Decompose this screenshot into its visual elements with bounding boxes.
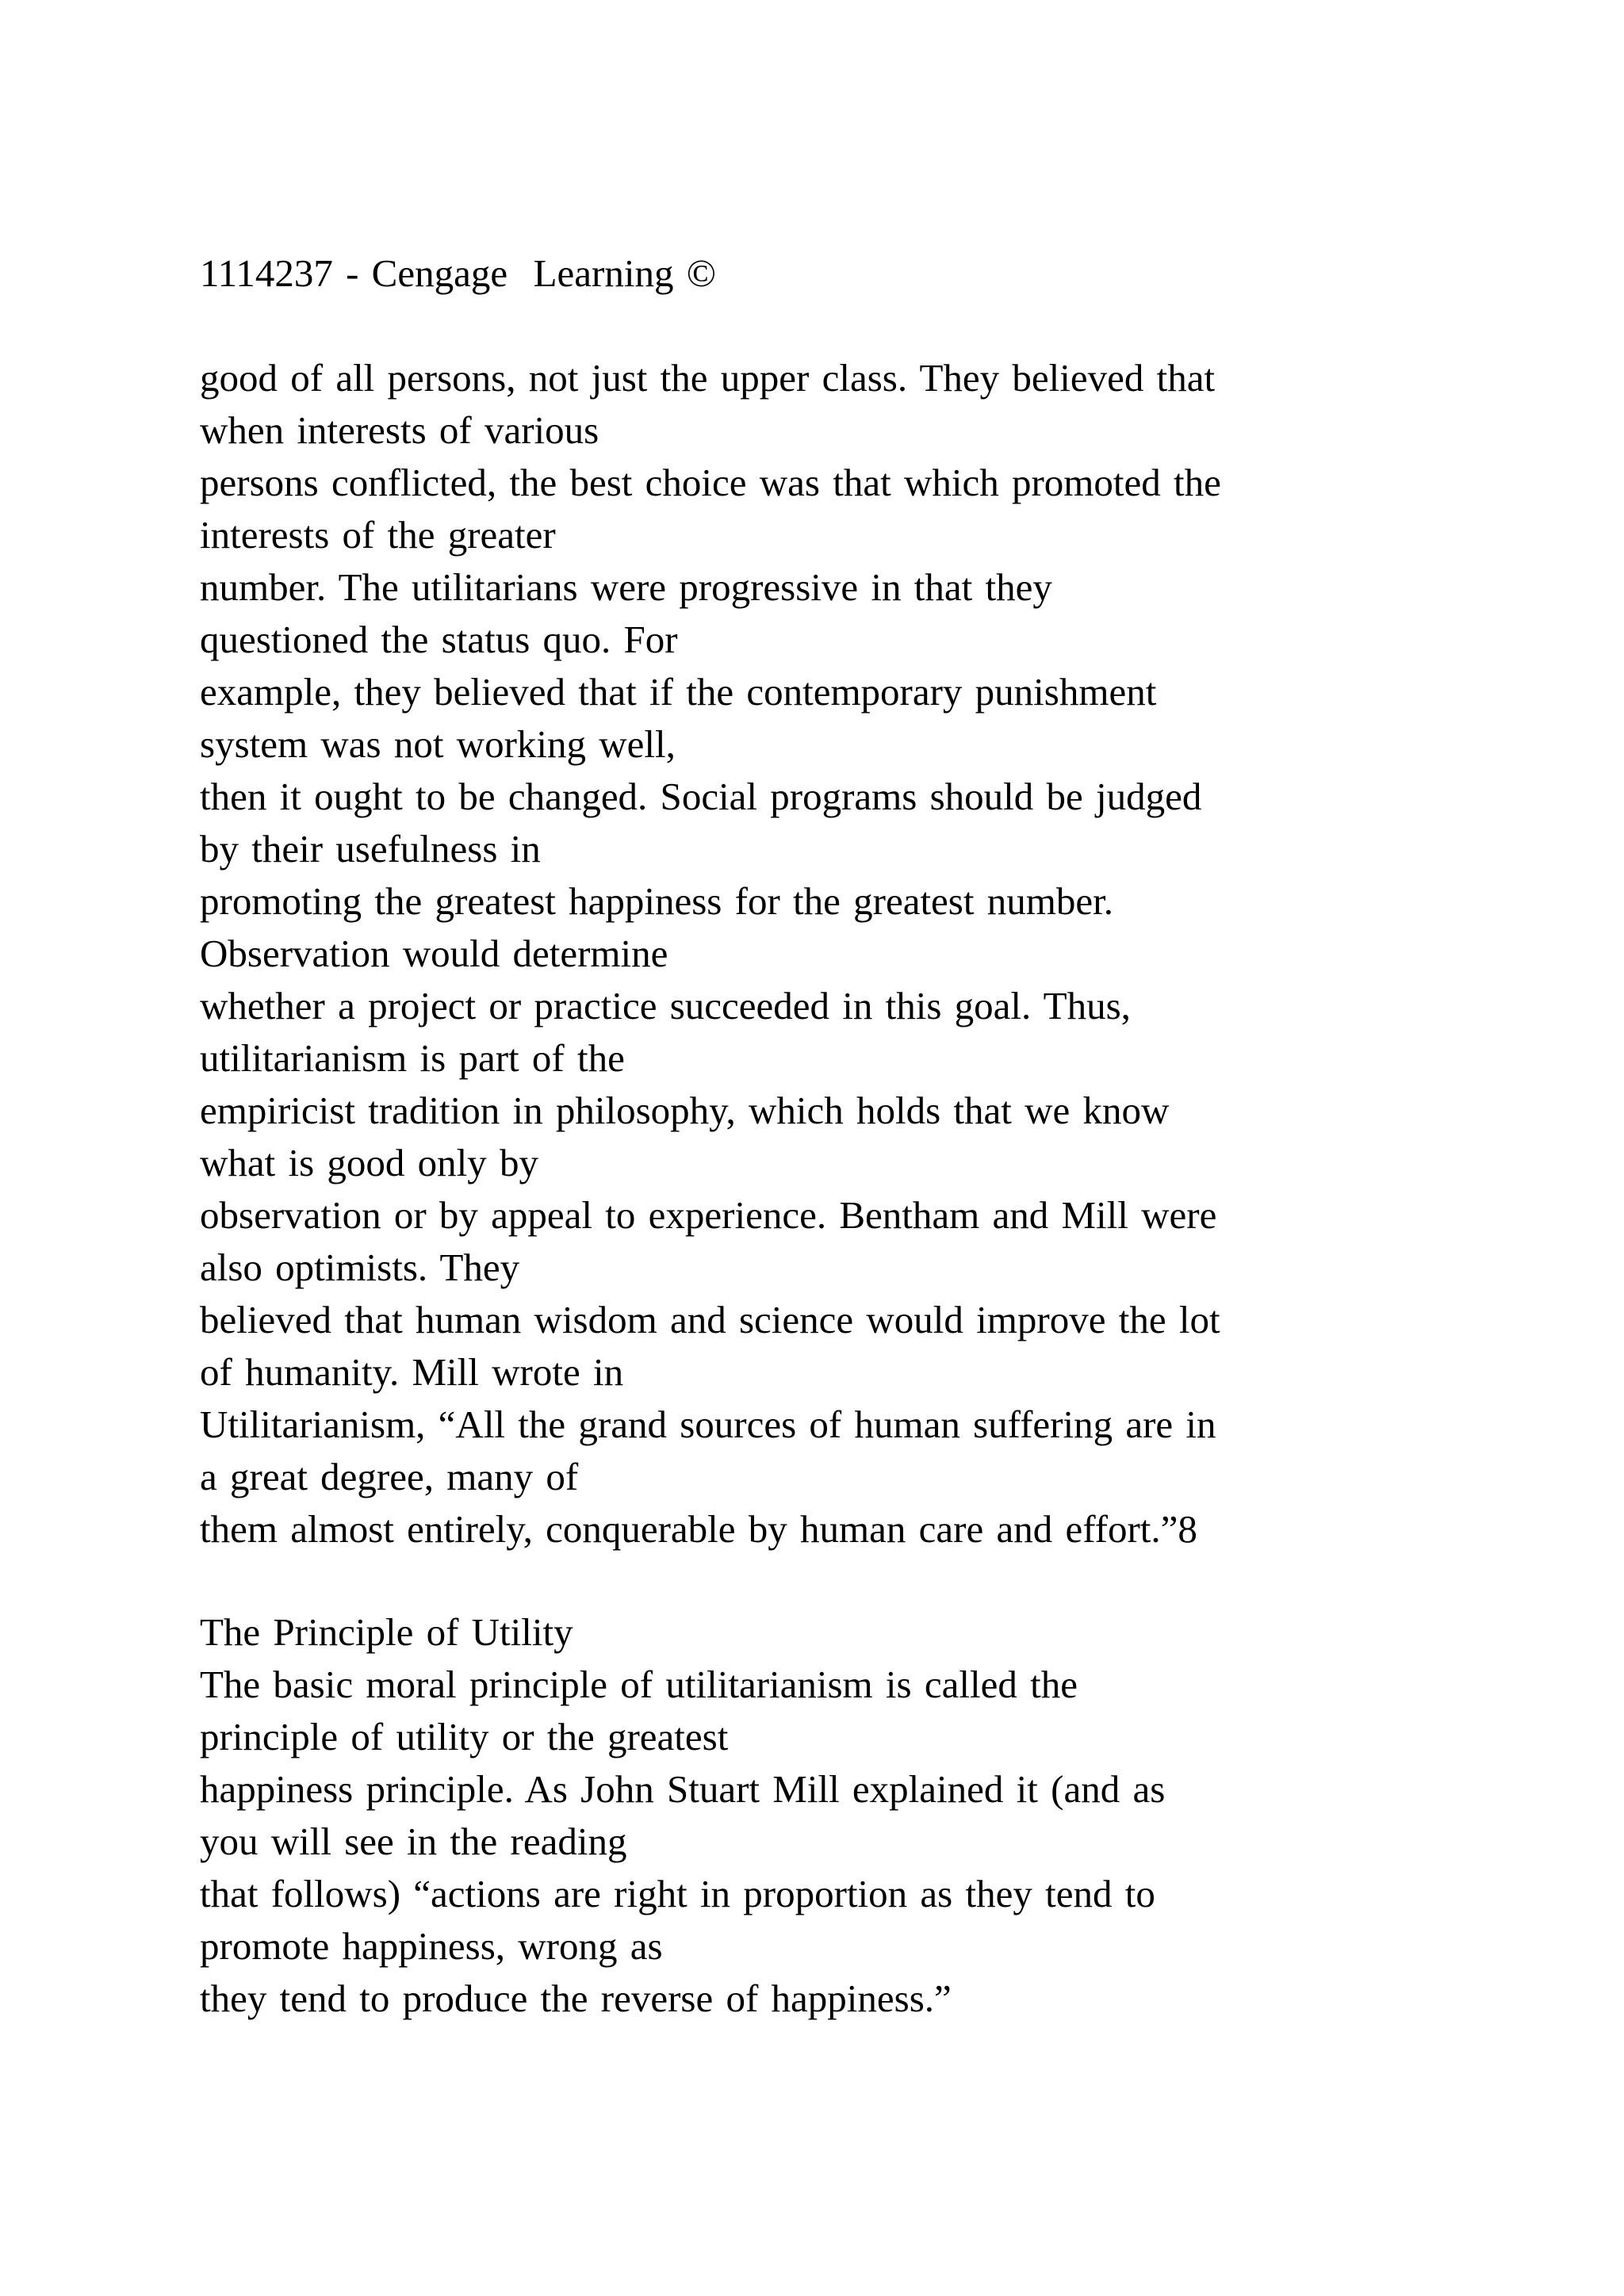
text-line: then it ought to be changed. Social programs should be judged — [200, 775, 1202, 818]
text-line: you will see in the reading — [200, 1820, 627, 1863]
text-line: that follows) “actions are right in proportion as they tend to — [200, 1872, 1155, 1915]
text-line: them almost entirely, conquerable by human care and effort.”8 — [200, 1507, 1197, 1551]
text-line: they tend to produce the reverse of happiness.” — [200, 1976, 952, 2020]
text-line: principle of utility or the greatest — [200, 1715, 729, 1758]
text-line: happiness principle. As John Stuart Mill explained it (and as — [200, 1767, 1166, 1811]
body-text — [200, 352, 1221, 1556]
text-line: system was not working well, — [200, 722, 676, 766]
text-line: by their usefulness in — [200, 827, 541, 871]
section-principle-of-utility — [200, 1606, 1165, 2025]
text-line: interests of the greater — [200, 513, 556, 557]
text-line: utilitarianism is part of the — [200, 1036, 625, 1080]
text-line: promote happiness, wrong as — [200, 1924, 663, 1968]
text-line: The basic moral principle of utilitarianism is called the — [200, 1663, 1078, 1706]
text-line: also optimists. They — [200, 1246, 520, 1289]
text-line: example, they believed that if the contemporary punishment — [200, 670, 1157, 714]
text-line: whether a project or practice succeeded in this goal. Thus, — [200, 984, 1131, 1027]
text-line: Utilitarianism, “All the grand sources of human suffering are in — [200, 1402, 1216, 1446]
text-line: Observation would determine — [200, 932, 668, 975]
text-line: number. The utilitarians were progressive in that they — [200, 565, 1052, 609]
text-line: believed that human wisdom and science would improve the lot — [200, 1298, 1220, 1341]
text-line: when interests of various — [200, 408, 599, 452]
text-line: persons conflicted, the best choice was that which promoted the — [200, 461, 1221, 504]
text-line: questioned the status quo. For — [200, 618, 678, 661]
text-line: a great degree, many of — [200, 1455, 579, 1498]
text-line: promoting the greatest happiness for the greatest number. — [200, 879, 1113, 923]
page-header: 1114237 - Cengage Learning © — [200, 251, 716, 295]
text-line: good of all persons, not just the upper class. They believed that — [200, 356, 1216, 400]
text-line: empiricist tradition in philosophy, which holds that we know — [200, 1089, 1170, 1132]
text-line: what is good only by — [200, 1141, 539, 1184]
text-line: observation or by appeal to experience. Bentham and Mill were — [200, 1193, 1217, 1237]
section-heading: The Principle of Utility — [200, 1610, 573, 1654]
text-line: of humanity. Mill wrote in — [200, 1350, 624, 1394]
